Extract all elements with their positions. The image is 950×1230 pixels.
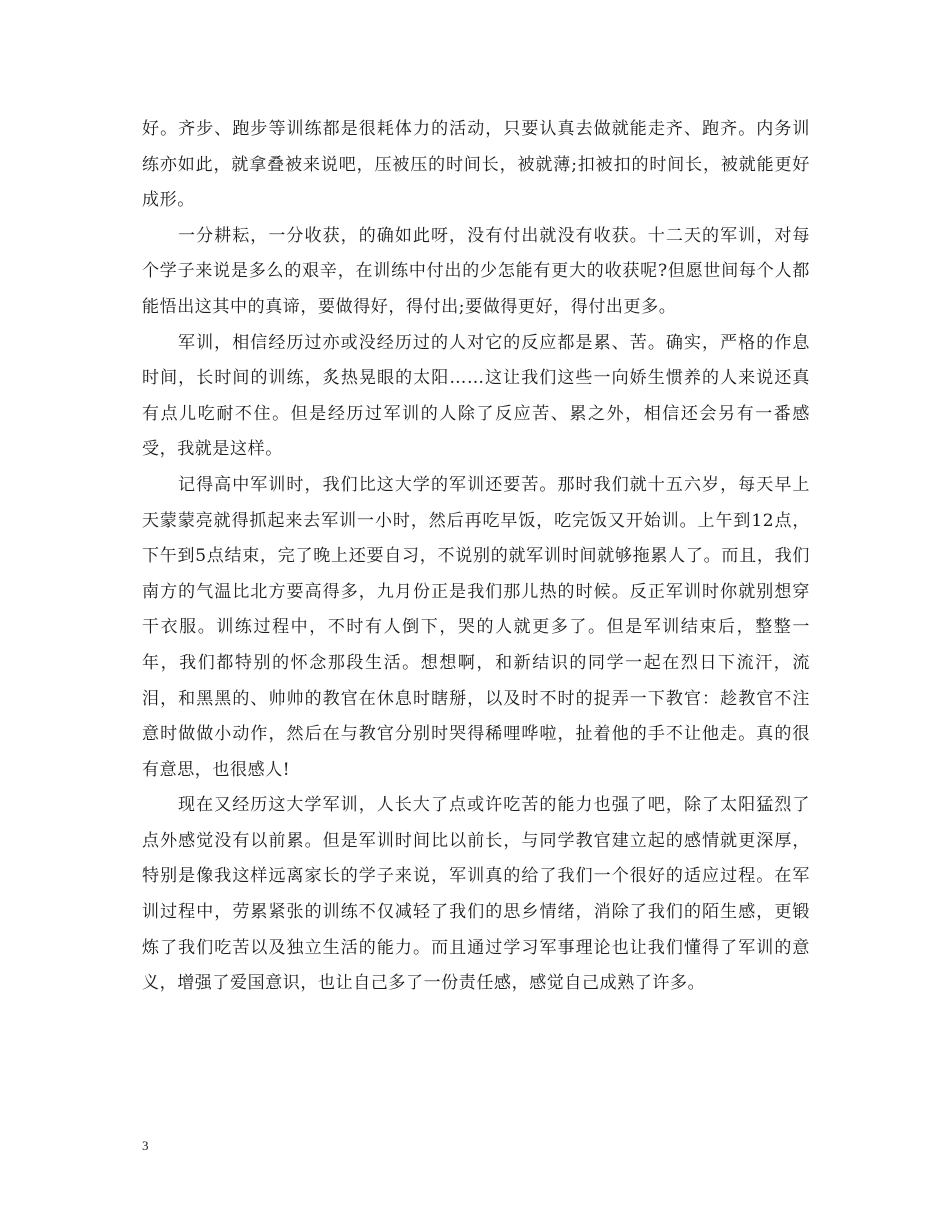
document-body [142, 112, 810, 1002]
paragraph-2: 一分耕耘，一分收获，的确如此呀，没有付出就没有收获。十二天的军训，对每个学子来说是多么的艰辛，在训练中付出的少怎能有更大的收获呢?但愿世间每个人都能悟出这其中的真谛，要做得好，得付出;要做得更好，得付出更多。 [142, 225, 810, 317]
paragraph-3: 军训，相信经历过亦或没经历过的人对它的反应都是累、苦。确实，严格的作息时间，长时间的训练，炙热晃眼的太阳……这让我们这些一向娇生惯养的人来说还真有点儿吃耐不住。但是经历过军训的人除了反应苦、累之外，相信还会另有一番感受，我就是这样。 [142, 332, 810, 460]
paragraph-1: 好。齐步、跑步等训练都是很耗体力的活动，只要认真去做就能走齐、跑齐。内务训练亦如此，就拿叠被来说吧，压被压的时间长，被就薄;扣被扣的时间长，被就能更好成形。 [142, 119, 810, 211]
page-number: 3 [142, 1138, 149, 1153]
paragraph-5: 现在又经历这大学军训，人长大了点或许吃苦的能力也强了吧，除了太阳猛烈了点外感觉没有以前累。但是军训时间比以前长，与同学教官建立起的感情就更深厚，特别是像我这样远离家长的学子来说，军训真的给了我们一个很好的适应过程。在军训过程中，劳累紧张的训练不仅减轻了我们的思乡情绪，消除了我们的陌生感，更锻炼了我们吃苦以及独立生活的能力。而且通过学习军事理论也让我们懂得了军训的意义，增强了爱国意识，也让自己多了一份责任感，感觉自己成熟了许多。 [142, 795, 810, 994]
paragraph-4: 记得高中军训时，我们比这大学的军训还要苦。那时我们就十五六岁，每天早上天蒙蒙亮就得抓起来去军训一小时，然后再吃早饭，吃完饭又开始训。上午到12点，下午到5点结束，完了晚上还要自习，不说别的就军训时间就够拖累人了。而且，我们南方的气温比北方要高得多，九月份正是我们那儿热的时候。反正军训时你就别想穿干衣服。训练过程中，不时有人倒下，哭的人就更多了。但是军训结束后，整整一年，我们都特别的怀念那段生活。想想啊，和新结识的同学一起在烈日下流汗，流泪，和黑黑的、帅帅的教官在休息时瞎掰，以及时不时的捉弄一下教官：趁教官不注意时做做小动作，然后在与教官分别时哭得稀哩哗啦，扯着他的手不让他走。真的很有意思，也很感人! [142, 474, 810, 780]
